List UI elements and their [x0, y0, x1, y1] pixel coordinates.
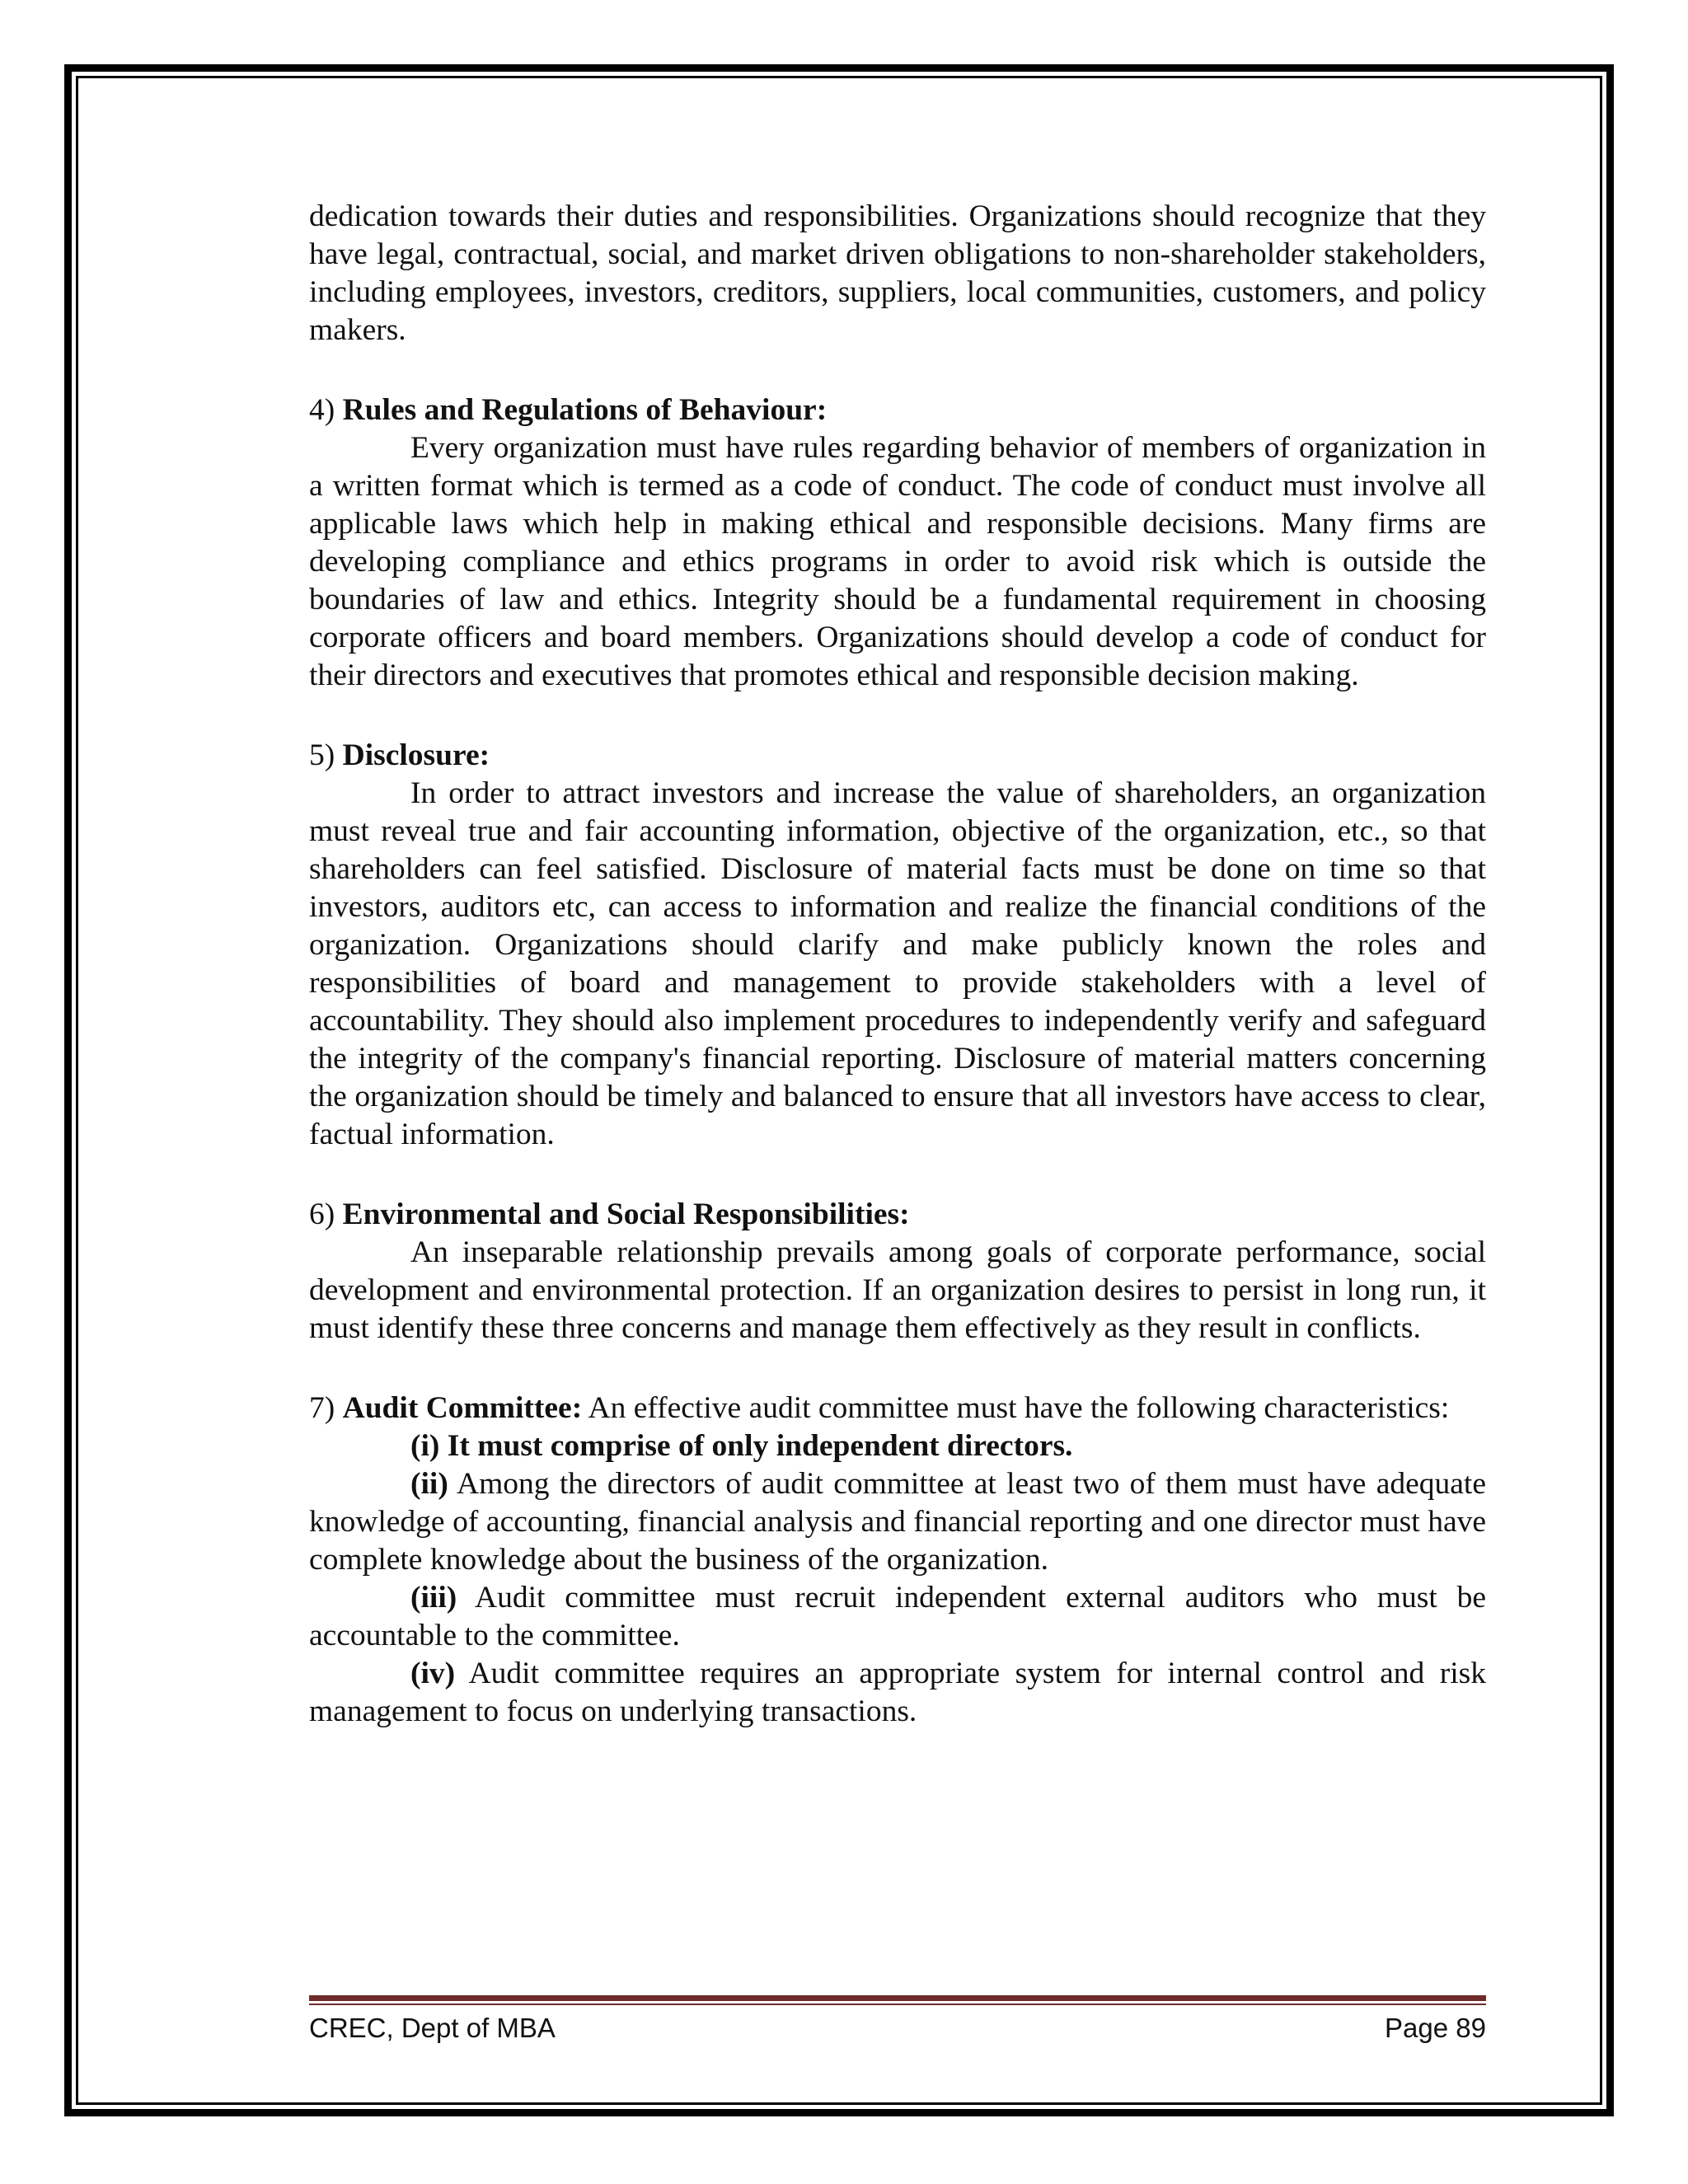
- section-number: 5): [309, 738, 335, 772]
- section-number: 4): [309, 393, 335, 427]
- section-body-rules: Every organization must have rules regarding behavior of members of organization in a written format which is termed as a code of conduct. The code of conduct must involve all applicable laws which help in making ethical and responsible decisions. Many firms are developing compliance and ethics programs in order to avoid risk which is outside the boundaries of law and ethics. Integrity should be a fundamental requirement in choosing corporate officers and board members. Organizations should develop a code of conduct for their directors and executives that promotes ethical and responsible decision making.: [309, 431, 1486, 692]
- audit-item-text: Among the directors of audit committee at least two of them must have adequate knowledge of accounting, financial analysis and financial reporting and one director must have complete knowledge about the business of the organization.: [309, 1467, 1486, 1577]
- section-title: Rules and Regulations of Behaviour:: [342, 393, 828, 427]
- audit-item-text: Audit committee must recruit independent external auditors who must be accountable to the committee.: [309, 1581, 1486, 1652]
- audit-item-label: (ii): [410, 1467, 448, 1501]
- intro-paragraph: dedication towards their duties and responsibilities. Organizations should recognize that they have legal, contractual, social, and market driven obligations to non-shareholder stakeholders, including employees, investors, creditors, suppliers, local communities, customers, and policy makers.: [309, 199, 1486, 347]
- audit-item-label: (i) It must comprise of only independent directors.: [410, 1429, 1073, 1463]
- footer-rule-thin: [309, 2004, 1486, 2005]
- section-heading-audit: [309, 1390, 1486, 1427]
- audit-item-text: Audit committee requires an appropriate system for internal control and risk management to focus on underlying transactions.: [309, 1657, 1487, 1728]
- section-heading-environmental: [309, 1196, 1486, 1234]
- section-body-environmental: An inseparable relationship prevails among goals of corporate performance, social development and environmental protection. If an organization desires to persist in long run, it must identify these three concerns and manage them effectively as they result in conflicts.: [309, 1235, 1486, 1345]
- document-body: [309, 198, 1486, 1731]
- audit-item-3: [309, 1579, 1486, 1655]
- section-heading-rules: [309, 391, 1486, 429]
- audit-item-label: (iv): [410, 1657, 456, 1690]
- section-title: Environmental and Social Responsibilities:: [342, 1197, 910, 1231]
- footer-page-number: Page 89: [1385, 2013, 1486, 2043]
- section-title: Audit Committee:: [342, 1391, 583, 1425]
- page-footer: [309, 2009, 1486, 2047]
- section-number: 6): [309, 1197, 335, 1231]
- section-heading-disclosure: [309, 737, 1486, 775]
- footer-rule: [309, 1995, 1486, 2007]
- footer-rule-thick: [309, 1995, 1486, 2001]
- audit-item-4: [309, 1655, 1486, 1731]
- section-number: 7): [309, 1391, 335, 1425]
- audit-item-1: [309, 1427, 1486, 1465]
- section-title: Disclosure:: [342, 738, 490, 772]
- section-body-disclosure: In order to attract investors and increase the value of shareholders, an organization must reveal true and fair accounting information, objective of the organization, etc., so that shareholders can feel satisfied. Disclosure of material facts must be done on time so that investors, auditors etc, can access to information and realize the financial conditions of the organization. Organizations should clarify and make publicly known the roles and responsibilities of board and management to provide stakeholders with a level of accountability. They should also implement procedures to independently verify and safeguard the integrity of the company's financial reporting. Disclosure of material matters concerning the organization should be timely and balanced to ensure that all investors have access to clear, factual information.: [309, 776, 1486, 1151]
- audit-item-label: (iii): [410, 1581, 457, 1615]
- footer-department: CREC, Dept of MBA: [309, 2013, 556, 2043]
- audit-intro: An effective audit committee must have the following characteristics:: [588, 1391, 1450, 1425]
- audit-item-2: [309, 1465, 1486, 1579]
